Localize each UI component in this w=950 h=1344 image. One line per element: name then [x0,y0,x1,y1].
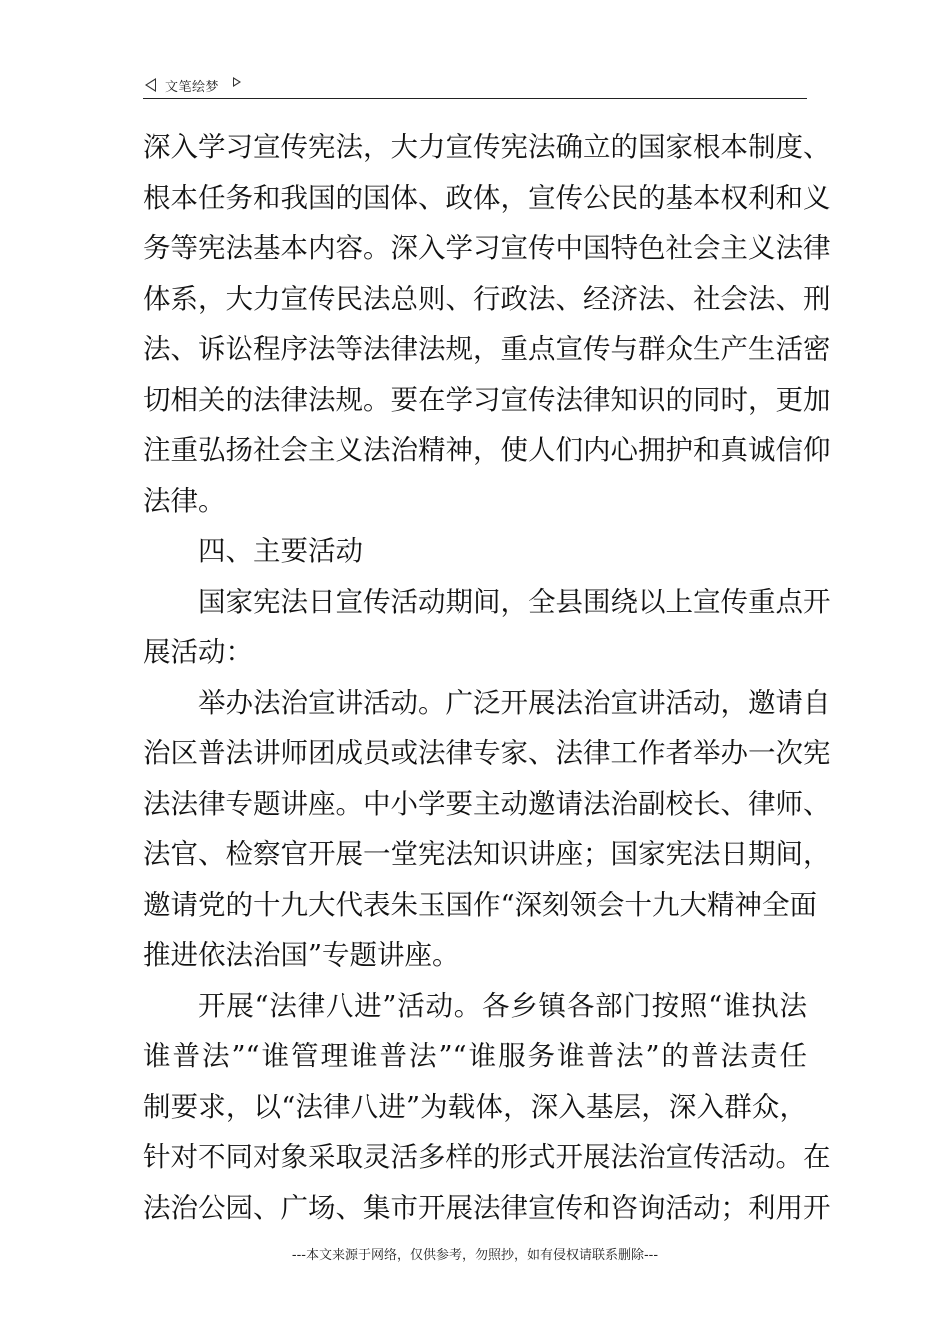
text-line: 法法律专题讲座。中小学要主动邀请法治副校长、律师、 [143,787,831,820]
text-line: 展活动： [143,636,253,668]
text-line: 根本任务和我国的国体、政体，宣传公民的基本权利和义 [143,181,831,214]
text-line: 举办法治宣讲活动。广泛开展法治宣讲活动，邀请自 [198,686,831,719]
text-line: 国家宪法日宣传活动期间，全县围绕以上宣传重点开 [198,585,831,618]
text-line: 治区普法讲师团成员或法律专家、法律工作者举办一次宪 [143,737,831,769]
triangle-right-icon [233,77,241,87]
text-line: 推进依法治国”专题讲座。 [143,939,460,971]
triangle-left-icon [145,78,156,92]
text-line: 针对不同对象采取灵活多样的形式开展法治宣传活动。在 [143,1141,831,1173]
text-line: 体系，大力宣传民法总则、行政法、经济法、社会法、刑 [143,282,831,315]
page-footer: ---本文来源于网络，仅供参考，勿照抄，如有侵权请联系删除--- [291,1248,659,1263]
text-line: 切相关的法律法规。要在学习宣传法律知识的同时，更加 [143,383,831,416]
text-line: 注重弘扬社会主义法治精神，使人们内心拥护和真诚信仰 [143,434,831,466]
text-line: 谁普法”“谁管理谁普法”“谁服务谁普法”的普法责任 [143,1040,807,1072]
text-line: 法律。 [143,484,226,517]
text-line: 深入学习宣传宪法，大力宣传宪法确立的国家根本制度、 [143,131,831,163]
text-line: 开展“法律八进”活动。各乡镇各部门按照“谁执法 [198,989,807,1022]
header-brand: 文笔绘梦 [165,80,220,95]
text-line: 法官、检察官开展一堂宪法知识讲座；国家宪法日期间， [143,838,831,870]
page-header [143,74,807,99]
text-line: 邀请党的十九大代表朱玉国作“深刻领会十九大精神全面 [143,888,818,921]
text-line: 法、诉讼程序法等法律法规，重点宣传与群众生产生活密 [143,333,831,365]
text-line: 法治公园、广场、集市开展法律宣传和咨询活动；利用开 [143,1191,831,1224]
text-line: 制要求，以“法律八进”为载体，深入基层，深入群众， [143,1090,807,1123]
text-line: 四、主要活动 [198,535,363,567]
text-line: 务等宪法基本内容。深入学习宣传中国特色社会主义法律 [143,232,831,264]
document-body [143,122,831,1233]
